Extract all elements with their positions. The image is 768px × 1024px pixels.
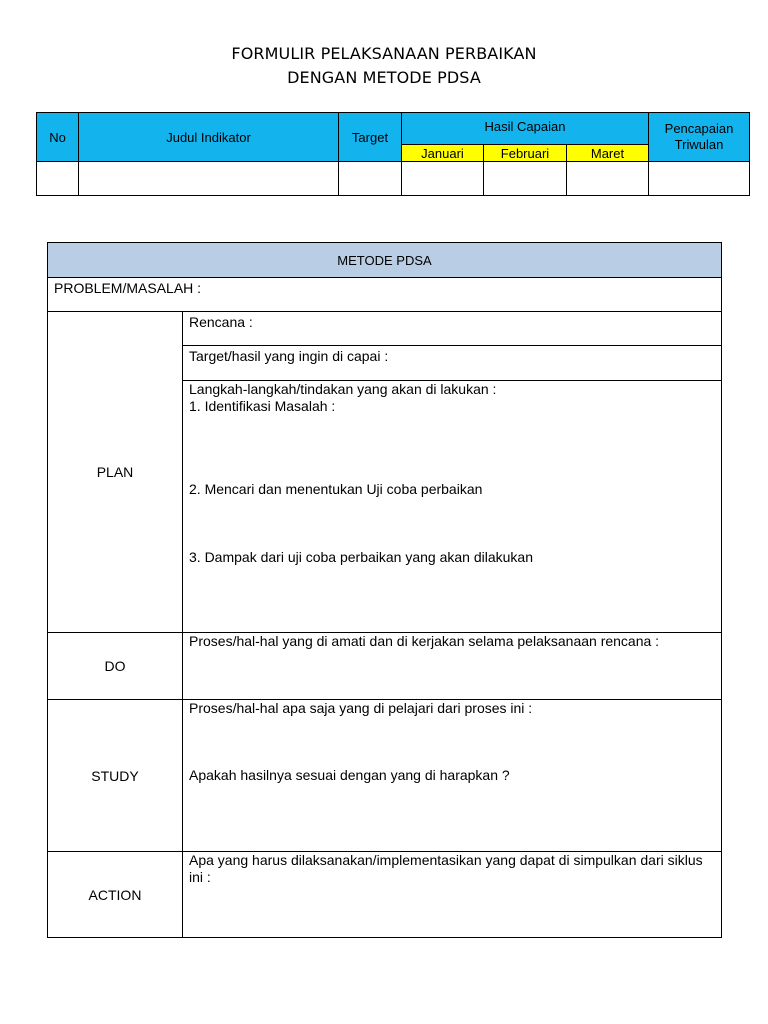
header-hasil-capaian: Hasil Capaian: [402, 113, 649, 145]
step-1-label: 1. Identifikasi Masalah :: [189, 398, 336, 414]
pdsa-table: [47, 242, 722, 938]
header-pencapaian-triwulan: Pencapaian Triwulan: [649, 113, 749, 162]
study-label: STUDY: [48, 700, 183, 852]
title-line-2: DENGAN METODE PDSA: [287, 68, 481, 87]
do-label: DO: [48, 633, 183, 700]
study-text-1: Proses/hal-hal apa saja yang di pelajari dari proses ini :: [189, 700, 533, 716]
problem-label: PROBLEM/MASALAH :: [54, 280, 202, 296]
cell-januari[interactable]: [402, 162, 484, 195]
study-text-2: Apakah hasilnya sesuai dengan yang di harapkan ?: [189, 767, 510, 783]
cell-pencapaian-triwulan[interactable]: [649, 162, 749, 195]
cell-maret[interactable]: [567, 162, 649, 195]
cell-no[interactable]: [37, 162, 79, 195]
pdsa-header: METODE PDSA: [48, 243, 721, 278]
action-text: Apa yang harus dilaksanakan/implementasikan yang dapat di simpulkan dari siklus ini :: [189, 852, 703, 885]
cell-februari[interactable]: [484, 162, 567, 195]
header-target: Target: [339, 113, 402, 162]
document-title: [0, 42, 768, 90]
action-label: ACTION: [48, 852, 183, 937]
header-no: No: [37, 113, 79, 162]
header-judul-indikator: Judul Indikator: [79, 113, 339, 162]
action-field[interactable]: [183, 852, 721, 937]
header-month-januari: Januari: [402, 145, 484, 162]
header-month-februari: Februari: [484, 145, 567, 162]
plan-label: PLAN: [48, 312, 183, 633]
target-hasil-field[interactable]: [183, 346, 721, 381]
rencana-label: Rencana :: [189, 314, 253, 330]
rencana-field[interactable]: [183, 312, 721, 346]
header-month-maret: Maret: [567, 145, 649, 162]
langkah-field[interactable]: [183, 381, 721, 633]
do-field[interactable]: [183, 633, 721, 700]
indicator-table: [36, 112, 750, 196]
title-line-1: FORMULIR PELAKSANAAN PERBAIKAN: [231, 44, 537, 63]
step-2-label: 2. Mencari dan menentukan Uji coba perbaikan: [189, 481, 483, 497]
target-hasil-label: Target/hasil yang ingin di capai :: [189, 348, 389, 364]
step-3-label: 3. Dampak dari uji coba perbaikan yang akan dilakukan: [189, 549, 533, 565]
cell-judul-indikator[interactable]: [79, 162, 339, 195]
cell-target[interactable]: [339, 162, 402, 195]
problem-row[interactable]: [48, 278, 721, 312]
langkah-label: Langkah-langkah/tindakan yang akan di lakukan :: [189, 381, 497, 397]
do-text: Proses/hal-hal yang di amati dan di kerjakan selama pelaksanaan rencana :: [189, 633, 660, 649]
study-field[interactable]: [183, 700, 721, 852]
